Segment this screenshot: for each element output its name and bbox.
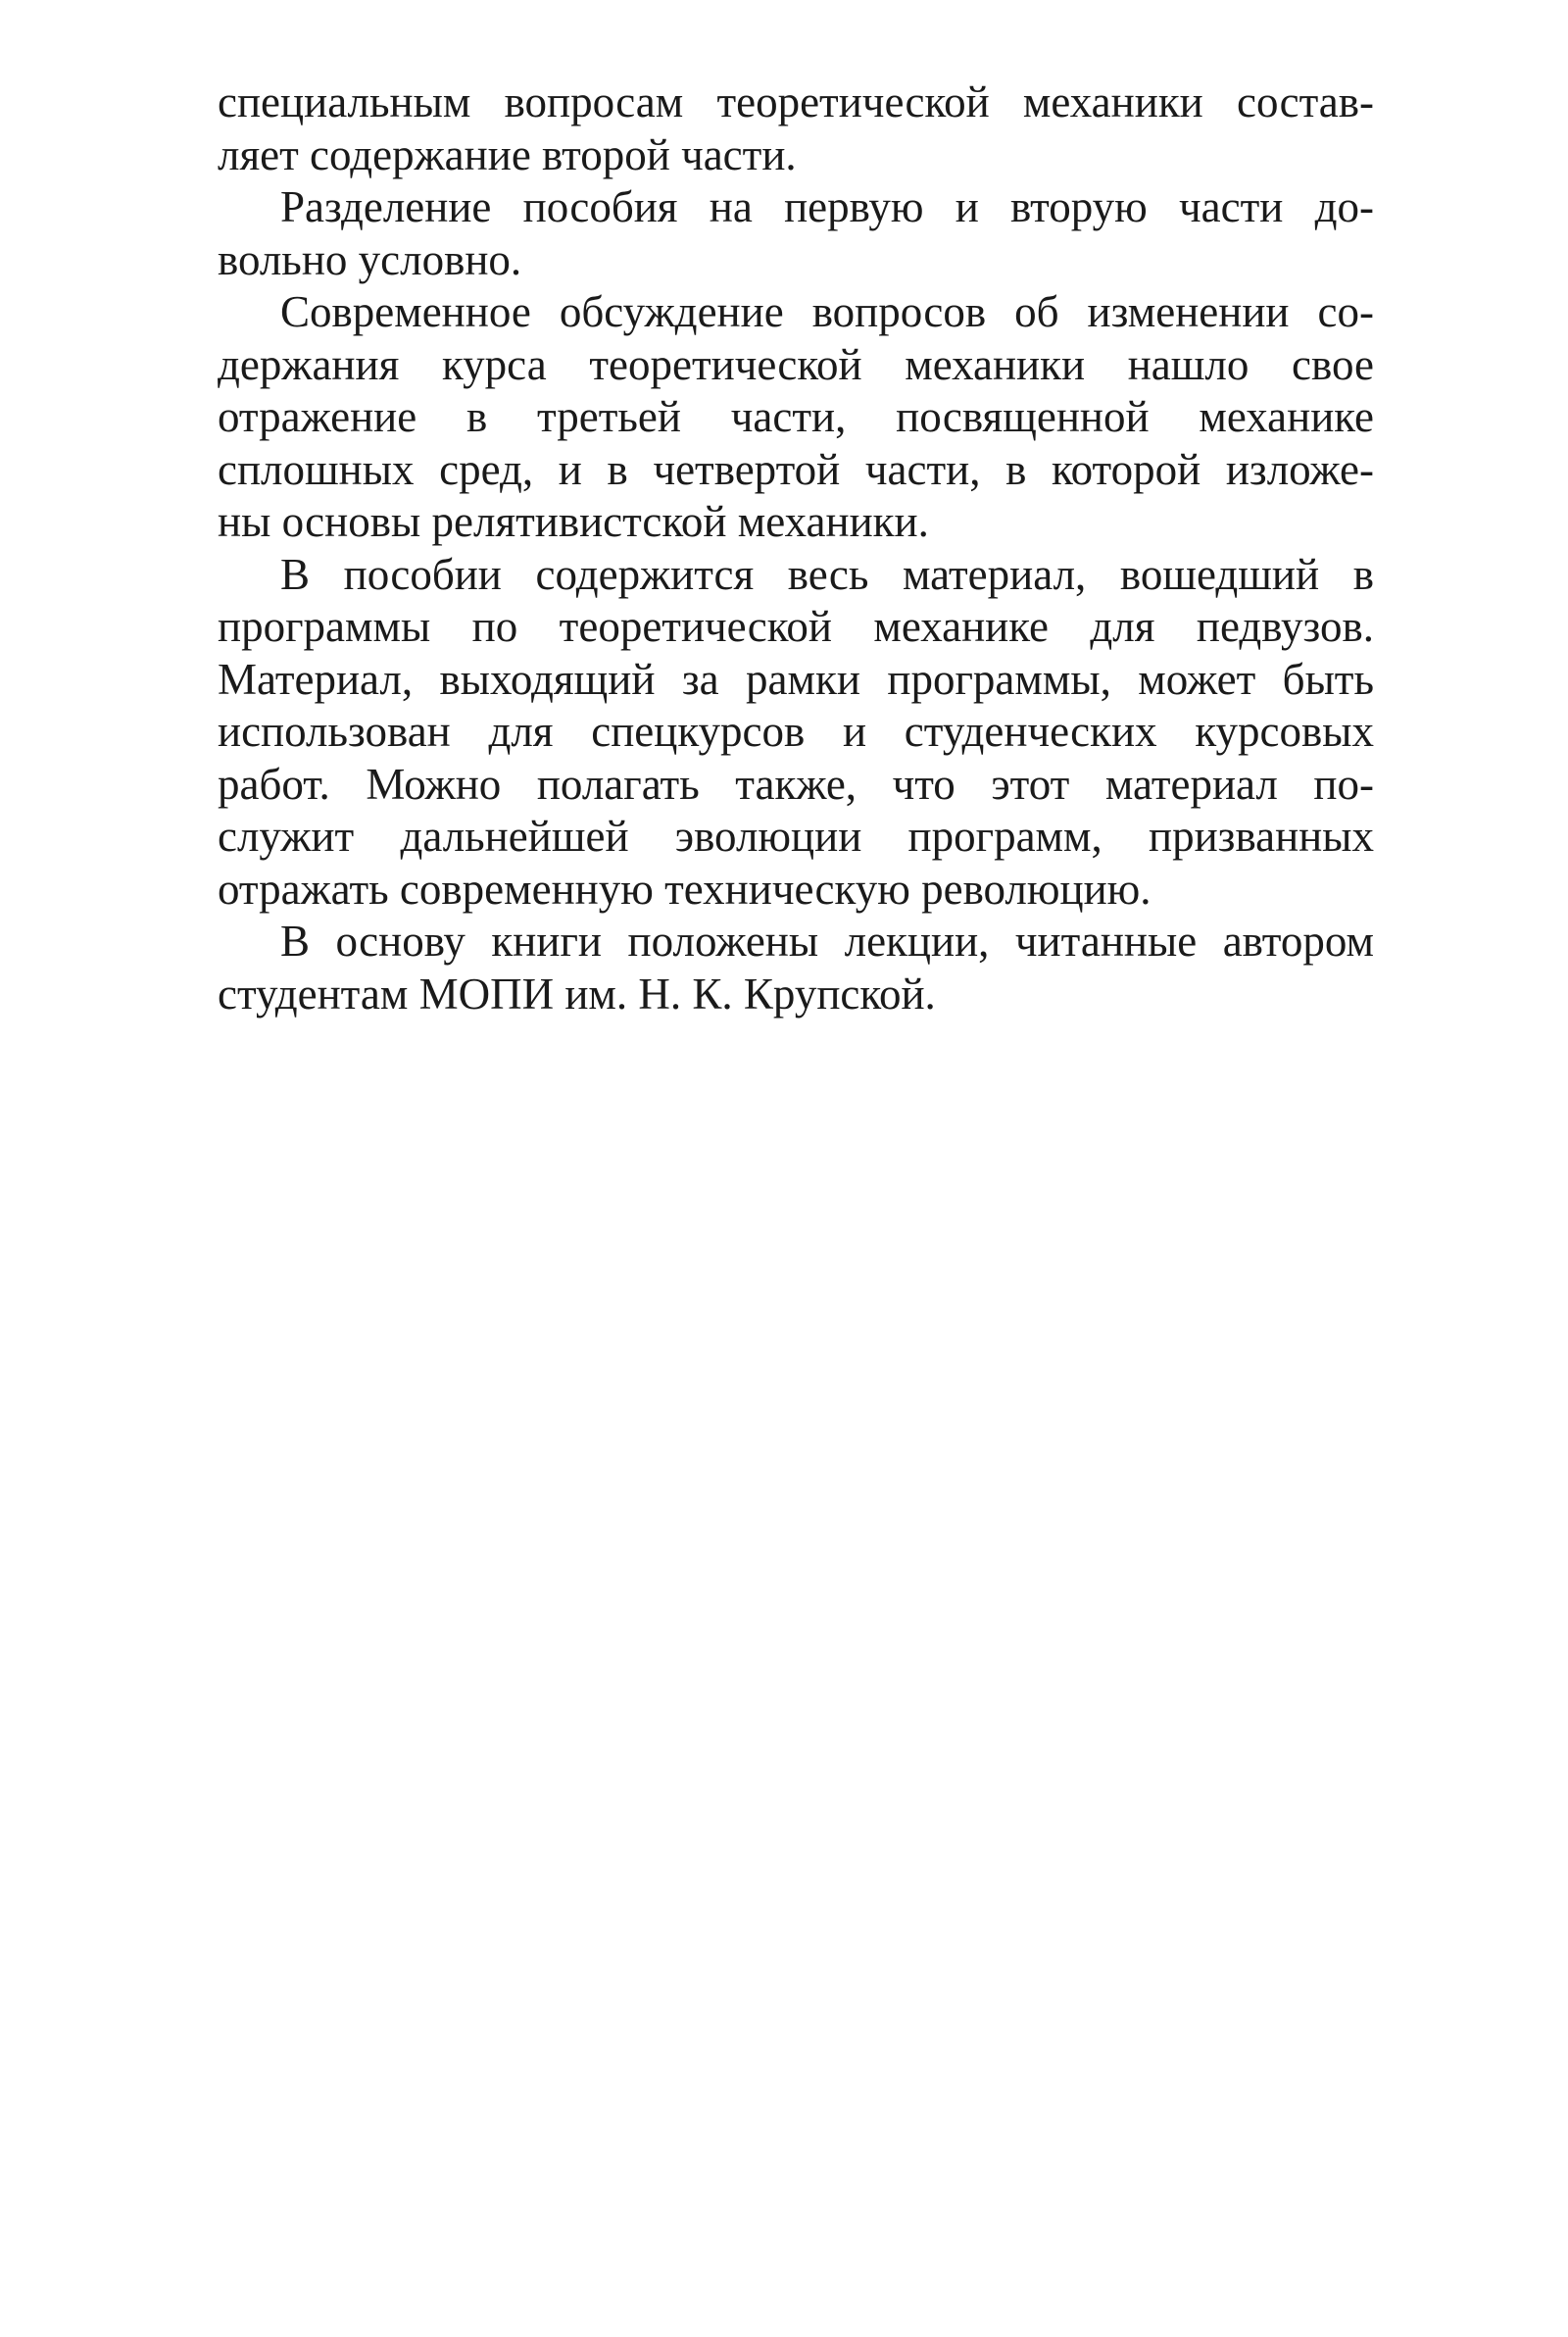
text-line: отражать современную техническую революцию.: [218, 864, 1152, 914]
text-line: студентам МОПИ им. Н. К. Крупской.: [218, 969, 936, 1019]
text-line: ляет содержание второй части.: [218, 129, 797, 179]
text-line: держания курса теоретической механики нашло свое: [218, 339, 1374, 389]
paragraph-3: [218, 286, 1374, 549]
text-line: Разделение пособия на первую и вторую части до-: [280, 182, 1374, 231]
text-line: В основу книги положены лекции, читанные автором: [280, 917, 1374, 966]
text-line: специальным вопросам теоретической механики состав-: [218, 77, 1374, 126]
paragraph-2: [218, 181, 1374, 286]
text-line: Материал, выходящий за рамки программы, может быть: [218, 654, 1374, 704]
text-line: сплошных сред, и в четвертой части, в которой изложе-: [218, 444, 1374, 494]
text-line: В пособии содержится весь материал, вошедший в: [280, 549, 1374, 599]
text-line: вольно условно.: [218, 234, 522, 284]
text-line: ны основы релятивистской механики.: [218, 497, 929, 546]
page-body: [218, 76, 1374, 1020]
text-line: Современное обсуждение вопросов об изменении со-: [280, 287, 1374, 336]
text-line: использован для спецкурсов и студенческих курсовых: [218, 707, 1374, 756]
text-line: программы по теоретической механике для педвузов.: [218, 602, 1374, 651]
text-line: отражение в третьей части, посвященной механике: [218, 392, 1374, 441]
paragraph-5: [218, 916, 1374, 1020]
text-line: работ. Можно полагать также, что этот материал по-: [218, 759, 1374, 809]
paragraph-4: [218, 549, 1374, 917]
text-line: служит дальнейшей эволюции программ, призванных: [218, 812, 1374, 861]
paragraph-1: [218, 76, 1374, 181]
